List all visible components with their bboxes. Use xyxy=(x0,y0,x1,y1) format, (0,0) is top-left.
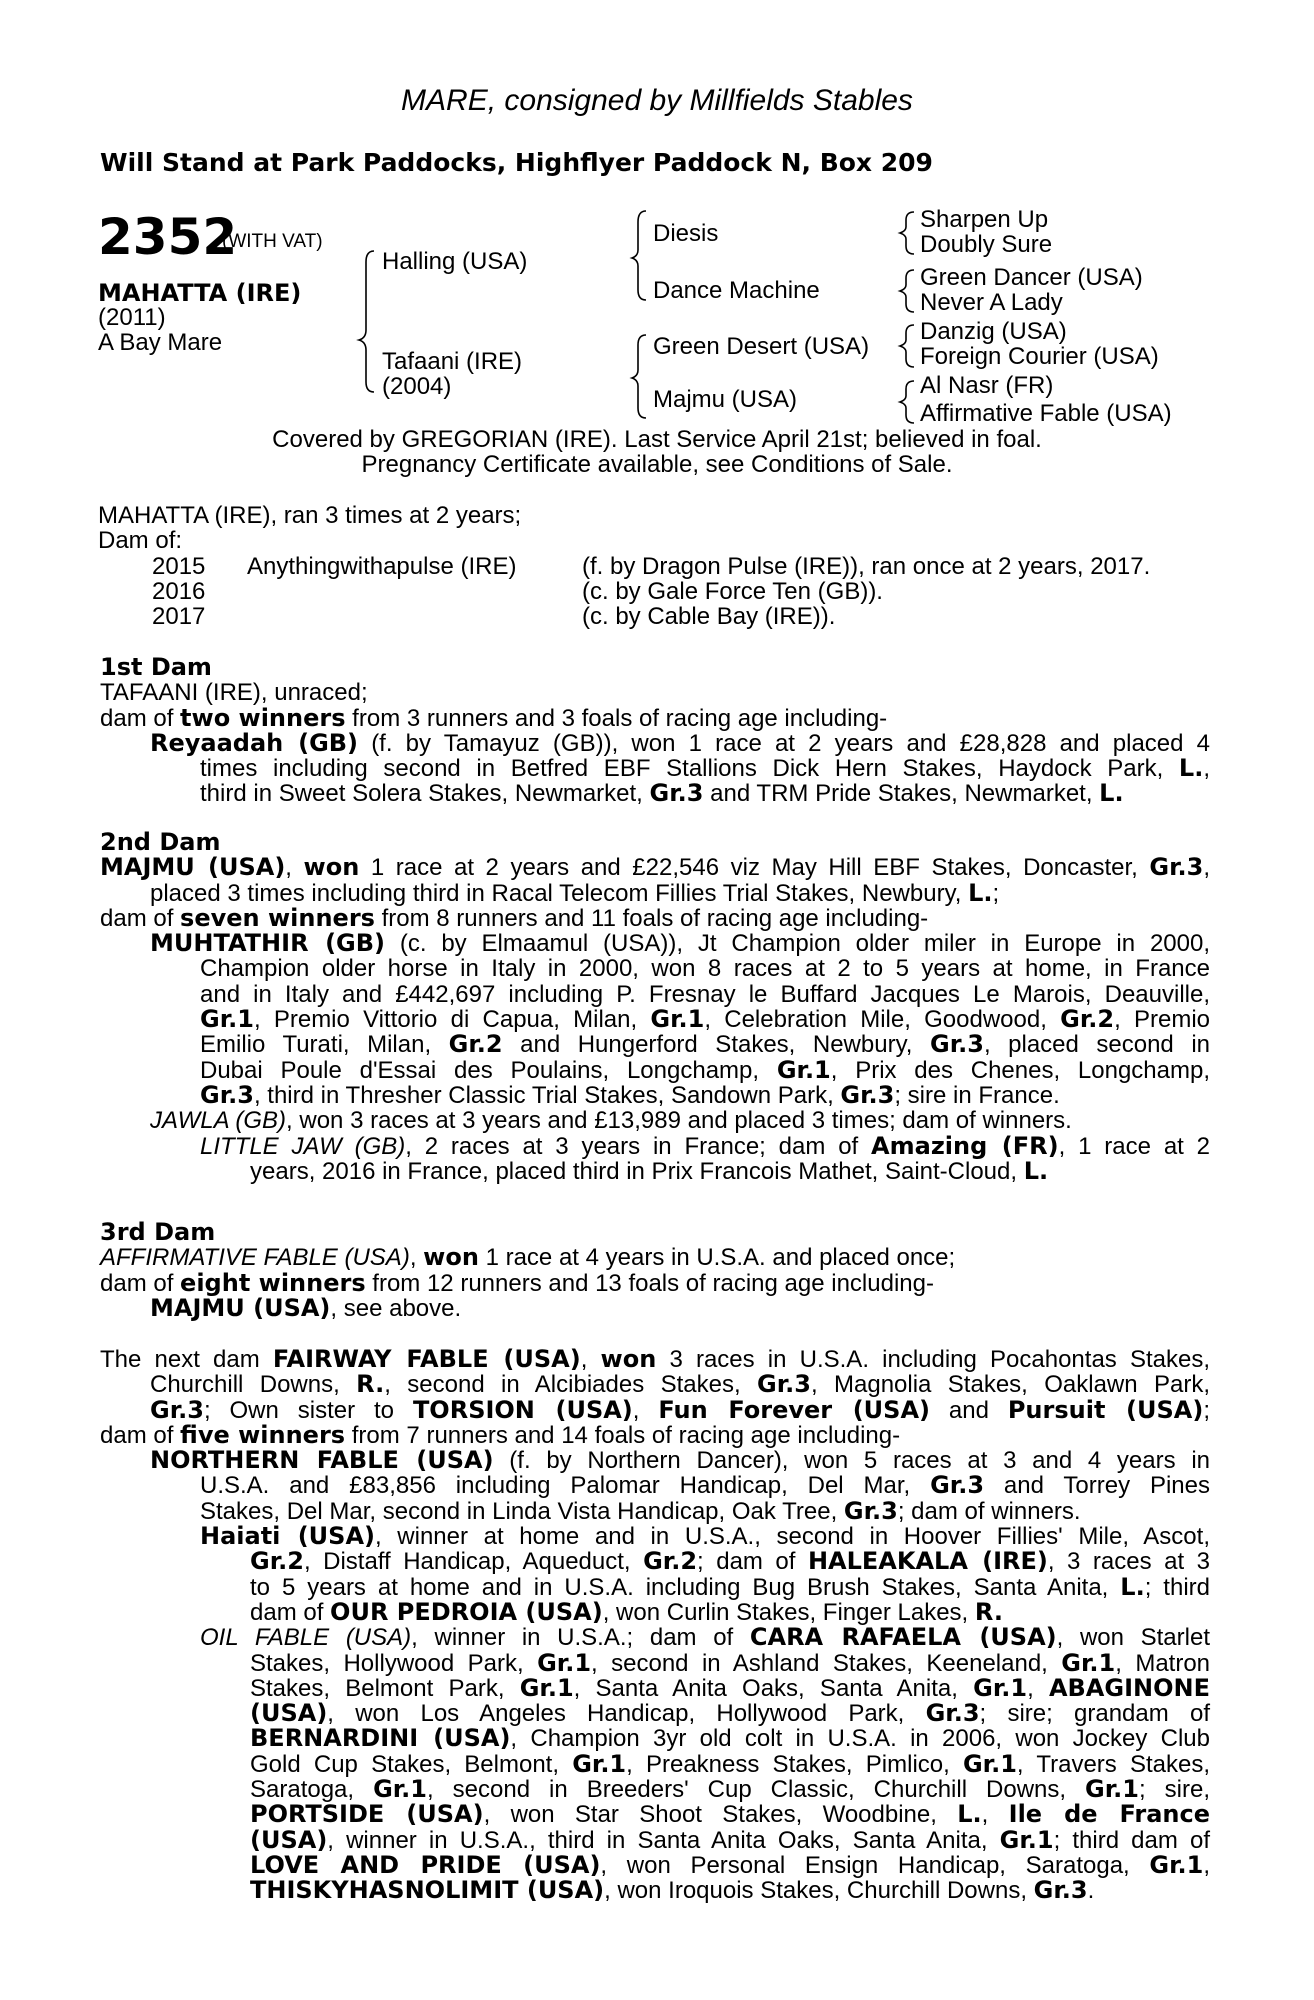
dam-summary: AFFIRMATIVE FABLE (USA), won 1 race at 4 years in U.S.A. and placed once; xyxy=(100,1243,956,1272)
pedigree-ggp-1: Sharpen Up xyxy=(920,206,1049,233)
pedigree-dam-sire: Green Desert (USA) xyxy=(653,333,870,360)
progeny-line: Haiati (USA), winner at home and in U.S.A., second in Hoover Fillies' Mile, Ascot, xyxy=(200,1522,1210,1551)
covered-line-2: Pregnancy Certificate available, see Conditions of Sale. xyxy=(361,451,953,478)
first-dam-section xyxy=(100,655,1210,807)
produce-note: (f. by Dragon Pulse (IRE)), ran once at 2 years, 2017. xyxy=(582,553,1151,580)
vat-note: (WITH VAT) xyxy=(222,231,323,252)
pedigree-ggp-5: Danzig (USA) xyxy=(920,318,1067,345)
covered-line-1: Covered by GREGORIAN (IRE). Last Service April 21st; believed in foal. xyxy=(272,426,1042,453)
section-heading: 2nd Dam xyxy=(100,828,221,856)
lot-description: A Bay Mare xyxy=(98,329,223,356)
bracket-ggp1 xyxy=(900,212,914,254)
dam-of-label: Dam of: xyxy=(98,527,183,554)
produce-year: 2016 xyxy=(152,578,206,605)
page-title: MARE, consigned by Millfields Stables xyxy=(401,84,913,117)
progeny-line: Champion older horse in Italy in 2000, won 8 races at 2 to 5 years at home, in France xyxy=(200,955,1210,983)
progeny-line: JAWLA (GB), won 3 races at 3 years and £13,989 and placed 3 times; dam of winners. xyxy=(150,1107,1072,1135)
lot-number: 2352 xyxy=(98,208,238,266)
progeny-line: Stakes, Del Mar, second in Linda Vista Handicap, Oak Tree, Gr.3; dam of winners. xyxy=(200,1496,1081,1525)
stable-location: Will Stand at Park Paddocks, Highflyer Paddock N, Box 209 xyxy=(100,148,933,177)
pedigree-ggp-4: Never A Lady xyxy=(920,289,1063,316)
progeny-line: LITTLE JAW (GB), 2 races at 3 years in France; dam of Amazing (FR), 1 race at 2 xyxy=(200,1131,1211,1160)
dam-summary: MAJMU (USA), won 1 race at 2 years and £22,546 viz May Hill EBF Stakes, Doncaster, Gr.3, xyxy=(100,853,1210,882)
produce-year: 2017 xyxy=(152,603,206,630)
progeny-line: Gr.1, Premio Vittorio di Capua, Milan, Gr.1, Celebration Mile, Goodwood, Gr.2, Premio xyxy=(200,1005,1211,1034)
progeny-line: MUHTATHIR (GB) (c. by Elmaamul (USA)), Jt Champion older miler in Europe in 2000, xyxy=(150,929,1210,958)
progeny-line: dam of OUR PEDROIA (USA), won Curlin Stakes, Finger Lakes, R. xyxy=(250,1597,1003,1626)
pedigree-ggp-3: Green Dancer (USA) xyxy=(920,264,1143,291)
progeny-line: Reyaadah (GB) (f. by Tamayuz (GB)), won 1 race at 2 years and £28,828 and placed 4 xyxy=(150,728,1210,757)
progeny-line: U.S.A. and £83,856 including Palomar Handicap, Del Mar, Gr.3 and Torrey Pines xyxy=(200,1471,1211,1500)
progeny-line: NORTHERN FABLE (USA) (f. by Northern Dancer), won 5 races at 3 and 4 years in xyxy=(150,1446,1210,1475)
pedigree-sire-sire: Diesis xyxy=(653,220,719,247)
bracket-sire xyxy=(632,211,646,300)
section-heading: 3rd Dam xyxy=(100,1218,216,1246)
pedigree-dam-dam: Majmu (USA) xyxy=(653,386,798,413)
progeny-line: LOVE AND PRIDE (USA), won Personal Ensign Handicap, Saratoga, Gr.1, xyxy=(250,1850,1210,1879)
dam-summary: Gr.3; Own sister to TORSION (USA), Fun Forever (USA) and Pursuit (USA); xyxy=(150,1395,1210,1424)
section-heading: 1st Dam xyxy=(100,653,212,681)
produce-year: 2015 xyxy=(152,553,206,580)
bracket-ggp2 xyxy=(900,270,914,312)
pedigree-sire: Halling (USA) xyxy=(382,248,528,275)
pedigree-sire-dam: Dance Machine xyxy=(653,277,820,304)
progeny-line: years, 2016 in France, placed third in Prix Francois Mathet, Saint-Cloud, L. xyxy=(250,1156,1049,1185)
dam-summary: placed 3 times including third in Racal Telecom Fillies Trial Stakes, Newbury, L.; xyxy=(150,878,1000,907)
dam-summary: Churchill Downs, R., second in Alcibiades Stakes, Gr.3, Magnolia Stakes, Oaklawn Park, xyxy=(150,1370,1210,1399)
progeny-line: Saratoga, Gr.1, second in Breeders' Cup Classic, Churchill Downs, Gr.1; sire, xyxy=(250,1775,1210,1804)
progeny-line: and in Italy and £442,697 including P. Fresnay le Buffard Jacques Le Marois, Deauville, xyxy=(200,980,1210,1008)
second-dam-section xyxy=(100,830,1210,1184)
lot-name: MAHATTA (IRE) xyxy=(98,279,302,307)
progeny-line: (USA), winner in U.S.A., third in Santa Anita Oaks, Santa Anita, Gr.1; third dam of xyxy=(250,1825,1211,1854)
bracket-main xyxy=(359,251,374,392)
progeny-line: Gold Cup Stakes, Belmont, Gr.1, Preakness Stakes, Pimlico, Gr.1, Travers Stakes, xyxy=(250,1749,1211,1778)
progeny-line: BERNARDINI (USA), Champion 3yr old colt in U.S.A. in 2006, won Jockey Club xyxy=(250,1724,1210,1753)
progeny-line: Stakes, Belmont Park, Gr.1, Santa Anita Oaks, Santa Anita, Gr.1, ABAGINONE xyxy=(250,1673,1210,1702)
progeny-line: OIL FABLE (USA), winner in U.S.A.; dam of CARA RAFAELA (USA), won Starlet xyxy=(200,1623,1210,1652)
dam-of-line: dam of two winners from 3 runners and 3 foals of racing age including- xyxy=(100,703,888,732)
dam-of-line: dam of seven winners from 8 runners and 11 foals of racing age including- xyxy=(100,903,929,932)
pedigree-dam-year: (2004) xyxy=(382,373,452,400)
progeny-line: times including second in Betfred EBF Stallions Dick Hern Stakes, Haydock Park, L., xyxy=(200,754,1210,783)
pedigree-ggp-2: Doubly Sure xyxy=(920,231,1053,258)
produce-note: (c. by Cable Bay (IRE)). xyxy=(582,603,836,630)
progeny-line: Dubai Poule d'Essai des Poulains, Longchamp, Gr.1, Prix des Chenes, Longchamp, xyxy=(200,1055,1211,1084)
progeny-line: MAJMU (USA), see above. xyxy=(150,1293,462,1322)
pedigree-ggp-6: Foreign Courier (USA) xyxy=(920,343,1159,370)
pedigree-ggp-8: Affirmative Fable (USA) xyxy=(920,400,1172,427)
lot-year: (2011) xyxy=(98,304,166,331)
dam-of-line: dam of eight winners from 12 runners and 13 foals of racing age including- xyxy=(100,1268,934,1297)
bracket-ggp4 xyxy=(900,381,914,423)
produce-summary: MAHATTA (IRE), ran 3 times at 2 years; xyxy=(98,502,522,529)
next-dam-section xyxy=(100,1347,1210,1904)
third-dam-section xyxy=(100,1220,1210,1321)
progeny-line: to 5 years at home and in U.S.A. including Bug Brush Stakes, Santa Anita, L.; third xyxy=(250,1572,1210,1601)
bracket-ggp3 xyxy=(900,325,914,367)
progeny-line: Gr.3, third in Thresher Classic Trial Stakes, Sandown Park, Gr.3; sire in France. xyxy=(200,1080,1060,1109)
produce-name: Anythingwithapulse (IRE) xyxy=(247,553,517,580)
progeny-line: THISKYHASNOLIMIT (USA), won Iroquois Stakes, Churchill Downs, Gr.3. xyxy=(250,1876,1095,1905)
dam-summary: TAFAANI (IRE), unraced; xyxy=(100,679,368,707)
progeny-line: Stakes, Hollywood Park, Gr.1, second in Ashland Stakes, Keeneland, Gr.1, Matron xyxy=(250,1648,1211,1677)
progeny-line: Gr.2, Distaff Handicap, Aqueduct, Gr.2; dam of HALEAKALA (IRE), 3 races at 3 xyxy=(250,1547,1211,1576)
pedigree-dam: Tafaani (IRE) xyxy=(382,348,523,375)
progeny-line: PORTSIDE (USA), won Star Shoot Stakes, Woodbine, L., Ile de France xyxy=(250,1800,1211,1829)
dam-of-line: dam of five winners from 7 runners and 14 foals of racing age including- xyxy=(100,1420,901,1449)
progeny-line: third in Sweet Solera Stakes, Newmarket, Gr.3 and TRM Pride Stakes, Newmarket, L. xyxy=(200,779,1124,808)
pedigree-ggp-7: Al Nasr (FR) xyxy=(920,372,1054,399)
progeny-line: Emilio Turati, Milan, Gr.2 and Hungerford Stakes, Newbury, Gr.3, placed second in xyxy=(200,1030,1210,1059)
bracket-dam xyxy=(632,335,646,418)
produce-note: (c. by Gale Force Ten (GB)). xyxy=(582,578,883,605)
progeny-line: (USA), won Los Angeles Handicap, Hollywood Park, Gr.3; sire; grandam of xyxy=(250,1699,1211,1728)
dam-summary: The next dam FAIRWAY FABLE (USA), won 3 races in U.S.A. including Pocahontas Stakes, xyxy=(100,1345,1210,1373)
